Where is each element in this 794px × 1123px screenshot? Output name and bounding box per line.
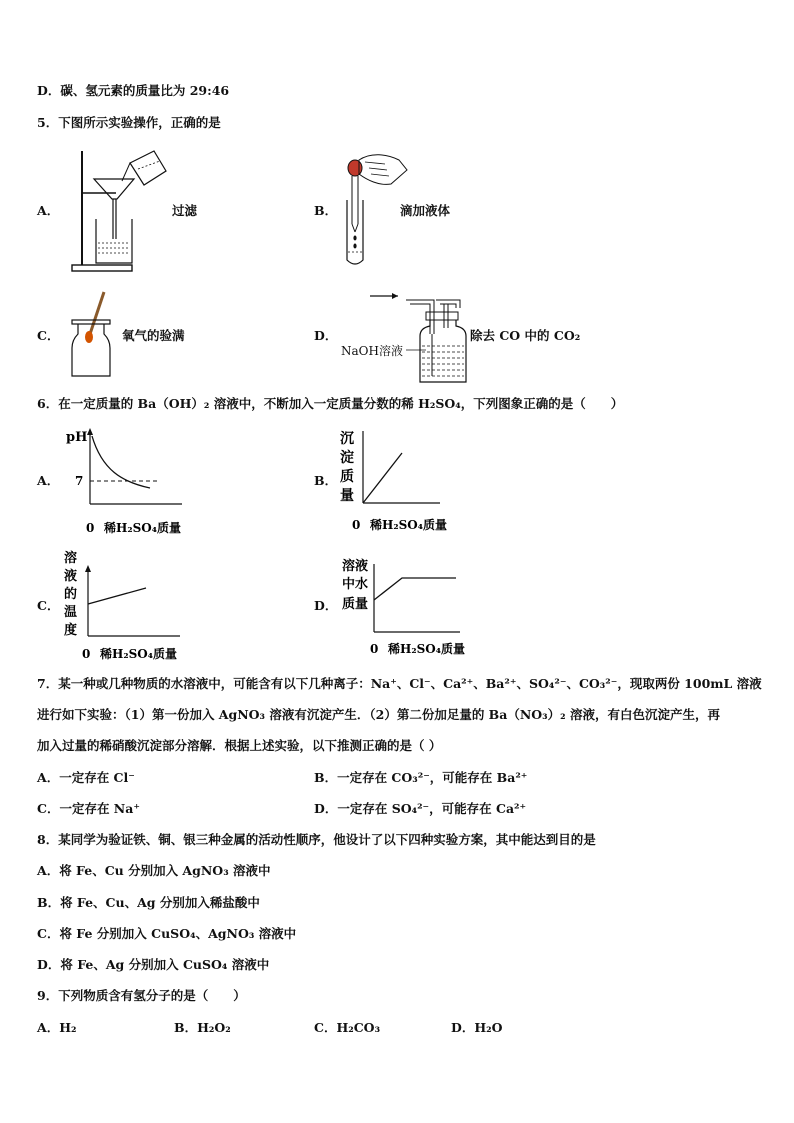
- q6-graph-b-ylabel-4: 量: [340, 488, 354, 504]
- q7-option-d: D．一定存在 SO₄²⁻，可能存在 Ca²⁺: [314, 801, 527, 816]
- q6-graph-c-ylabel-5: 度: [64, 623, 78, 638]
- q6-graph-b-ylabel-1: 沉: [340, 431, 354, 447]
- q6-graph-d-ylabel-2: 中水: [342, 577, 369, 592]
- q6-graph-b-origin: 0: [352, 518, 361, 532]
- q7-option-a: A．一定存在 Cl⁻: [37, 770, 135, 785]
- q7-line-1: 7．某一种或几种物质的水溶液中，可能含有以下几种离子：Na⁺、Cl⁻、Ca²⁺、Ba²⁺、SO₄²⁻、CO₃²⁻，现取两份 100mL 溶液: [37, 676, 762, 691]
- q6-graph-b-ylabel-3: 质: [340, 469, 354, 485]
- q6-option-b-letter: B．: [314, 473, 338, 488]
- q5-option-a-letter: A．: [37, 203, 60, 218]
- dropper-figure: [335, 150, 410, 268]
- q9-stem: 9．下列物质含有氢分子的是（ ）: [37, 988, 246, 1003]
- q9-option-a: A．H₂: [37, 1020, 77, 1035]
- q6-graph-a-tick: 7: [75, 474, 84, 488]
- q9-option-b: B．H₂O₂: [174, 1020, 231, 1035]
- q6-graph-c-ylabel-3: 的: [64, 587, 78, 602]
- q6-graph-c: [62, 548, 202, 664]
- q4-option-d: D．碳、氢元素的质量比为 29:46: [37, 83, 230, 98]
- q5-option-b-letter: B．: [314, 203, 338, 218]
- q5-option-d-figure-label: NaOH溶液: [341, 344, 403, 358]
- q6-option-a-letter: A．: [37, 473, 60, 488]
- q5-option-d-letter: D．: [314, 328, 338, 343]
- q6-stem: 6．在一定质量的 Ba（OH）₂ 溶液中，不断加入一定质量分数的稀 H₂SO₄，下列图象正确的是（ ）: [37, 396, 624, 411]
- q8-option-b: B．将 Fe、Cu、Ag 分别加入稀盐酸中: [37, 895, 260, 910]
- q9-option-d: D．H₂O: [451, 1020, 503, 1035]
- q6-graph-d-ylabel-1: 溶液: [342, 559, 369, 574]
- q6-graph-b-line: [363, 453, 402, 503]
- q7-line-3: 加入过量的稀硝酸沉淀部分溶解．根据上述实验，以下推测正确的是（ ）: [37, 738, 442, 753]
- q6-graph-d-origin: 0: [370, 642, 379, 656]
- q5-stem: 5．下图所示实验操作，正确的是: [37, 115, 221, 130]
- q9-option-c: C．H₂CO₃: [314, 1020, 381, 1035]
- q6-graph-a-xlabel: 稀H₂SO₄质量: [104, 521, 181, 535]
- q6-graph-a-origin: 0: [86, 521, 95, 535]
- q7-option-b: B．一定存在 CO₃²⁻，可能存在 Ba²⁺: [314, 770, 528, 785]
- q5-option-c-label: 氧气的验满: [122, 328, 185, 343]
- q6-graph-c-ylabel-2: 液: [64, 569, 78, 584]
- q8-option-d: D．将 Fe、Ag 分别加入 CuSO₄ 溶液中: [37, 957, 270, 972]
- q6-graph-c-ylabel-1: 溶: [64, 551, 78, 566]
- q6-graph-c-xlabel: 稀H₂SO₄质量: [100, 647, 177, 661]
- q6-graph-c-line: [88, 588, 146, 604]
- q7-option-c: C．一定存在 Na⁺: [37, 801, 140, 816]
- q8-stem: 8．某同学为验证铁、铜、银三种金属的活动性顺序，他设计了以下四种实验方案，其中能达到目的是: [37, 832, 596, 847]
- q7-line-2: 进行如下实验：（1）第一份加入 AgNO₃ 溶液有沉淀产生．（2）第二份加足量的 Ba（NO₃）₂ 溶液，有白色沉淀产生，再: [37, 707, 720, 722]
- q6-graph-b-ylabel-2: 淀: [340, 450, 354, 466]
- q6-graph-d-ylabel-3: 质量: [342, 597, 369, 612]
- q6-graph-d: [340, 552, 480, 662]
- q6-graph-a-ylabel: pH: [66, 430, 88, 445]
- q6-graph-c-origin: 0: [82, 647, 91, 661]
- q5-option-c-letter: C．: [37, 328, 60, 343]
- oxygen-check-figure: [66, 290, 118, 380]
- q6-graph-b-xlabel: 稀H₂SO₄质量: [370, 518, 447, 532]
- q5-option-b-label: 滴加液体: [400, 203, 451, 218]
- q8-option-c: C．将 Fe 分别加入 CuSO₄、AgNO₃ 溶液中: [37, 926, 297, 941]
- filtration-apparatus-figure: [68, 147, 168, 275]
- q6-graph-d-xlabel: 稀H₂SO₄质量: [388, 642, 465, 656]
- q6-option-d-letter: D．: [314, 598, 338, 613]
- q6-graph-a-curve: [92, 436, 150, 488]
- q5-option-d-label: 除去 CO 中的 CO₂: [470, 328, 581, 343]
- gas-washing-bottle-figure: [340, 288, 468, 384]
- q5-option-a-label: 过滤: [172, 203, 198, 218]
- q6-graph-d-line: [374, 578, 456, 600]
- q6-graph-c-ylabel-4: 温: [64, 605, 78, 620]
- q8-option-a: A．将 Fe、Cu 分别加入 AgNO₃ 溶液中: [37, 863, 271, 878]
- q6-graph-b: [336, 425, 476, 537]
- q6-graph-a: [62, 420, 202, 538]
- q6-option-c-letter: C．: [37, 598, 60, 613]
